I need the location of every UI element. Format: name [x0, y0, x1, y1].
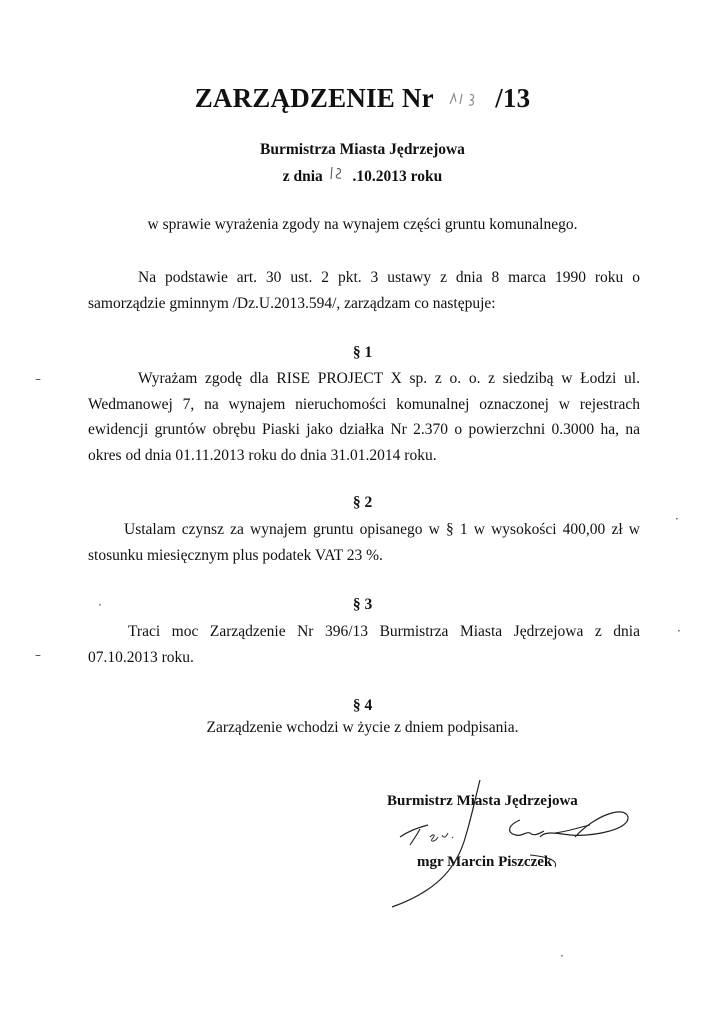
handwritten-number: [440, 88, 488, 114]
section-3-heading: § 3: [352, 596, 373, 613]
section-1-text: Wyrażam zgodę dla RISE PROJECT X sp. z o. o. z siedzibą w Łodzi ul. Wedmanowej 7, na wynajem nieruchomości komunalnej oznaczonej w rejestrach ewidencji gruntów obrębu Piaski jako działka Nr 2.370 o powierzchni 0.3000 ha, na okres od dnia 01.11.2013 roku do dnia 31.01.2014 roku.: [88, 370, 640, 464]
title-prefix: ZARZĄDZENIE Nr: [194, 83, 434, 113]
subject-line: w sprawie wyrażenia zgody na wynajem części gruntu komunalnego.: [147, 216, 578, 233]
section-2-heading: § 2: [352, 494, 373, 511]
margin-dot: ·: [560, 949, 564, 963]
margin-mark: –: [35, 648, 41, 662]
section-3-text: Traci moc Zarządzenie Nr 396/13 Burmistrza Miasta Jędrzejowa z dnia 07.10.2013 roku.: [88, 623, 640, 666]
preamble-paragraph: [88, 265, 640, 316]
date-prefix: z dnia: [282, 168, 323, 185]
section-4-text: Zarządzenie wchodzi w życie z dniem podpisania.: [206, 719, 519, 736]
section-2-paragraph: [88, 517, 640, 568]
section-4-heading: § 4: [352, 697, 373, 714]
handwritten-signature: [380, 775, 640, 915]
section-3-paragraph: [88, 619, 640, 670]
signature-title: Burmistrz Miasta Jędrzejowa: [387, 793, 578, 809]
signature-name: mgr Marcin Piszczek: [417, 854, 553, 870]
margin-mark: –: [35, 372, 41, 386]
handwritten-day: [327, 165, 349, 185]
margin-dot: ·: [677, 624, 681, 638]
date-suffix: .10.2013 roku: [352, 168, 443, 185]
preamble-text: Na podstawie art. 30 ust. 2 pkt. 3 ustawy z dnia 8 marca 1990 roku o samorządzie gminnym /Dz.U.2013.594/, zarządzam co następuje:: [88, 269, 640, 312]
date-line: [0, 165, 725, 186]
section-1-paragraph: [88, 366, 640, 468]
margin-dot: ·: [98, 598, 102, 612]
title-suffix: /13: [495, 83, 531, 113]
section-1-heading: § 1: [352, 344, 373, 361]
section-2-text: Ustalam czynsz za wynajem gruntu opisanego w § 1 w wysokości 400,00 zł w stosunku miesięcznym plus podatek VAT 23 %.: [88, 521, 640, 564]
issuer-line: Burmistrza Miasta Jędrzejowa: [260, 141, 465, 158]
margin-dot: ·: [675, 512, 679, 526]
document-title: [0, 83, 725, 114]
